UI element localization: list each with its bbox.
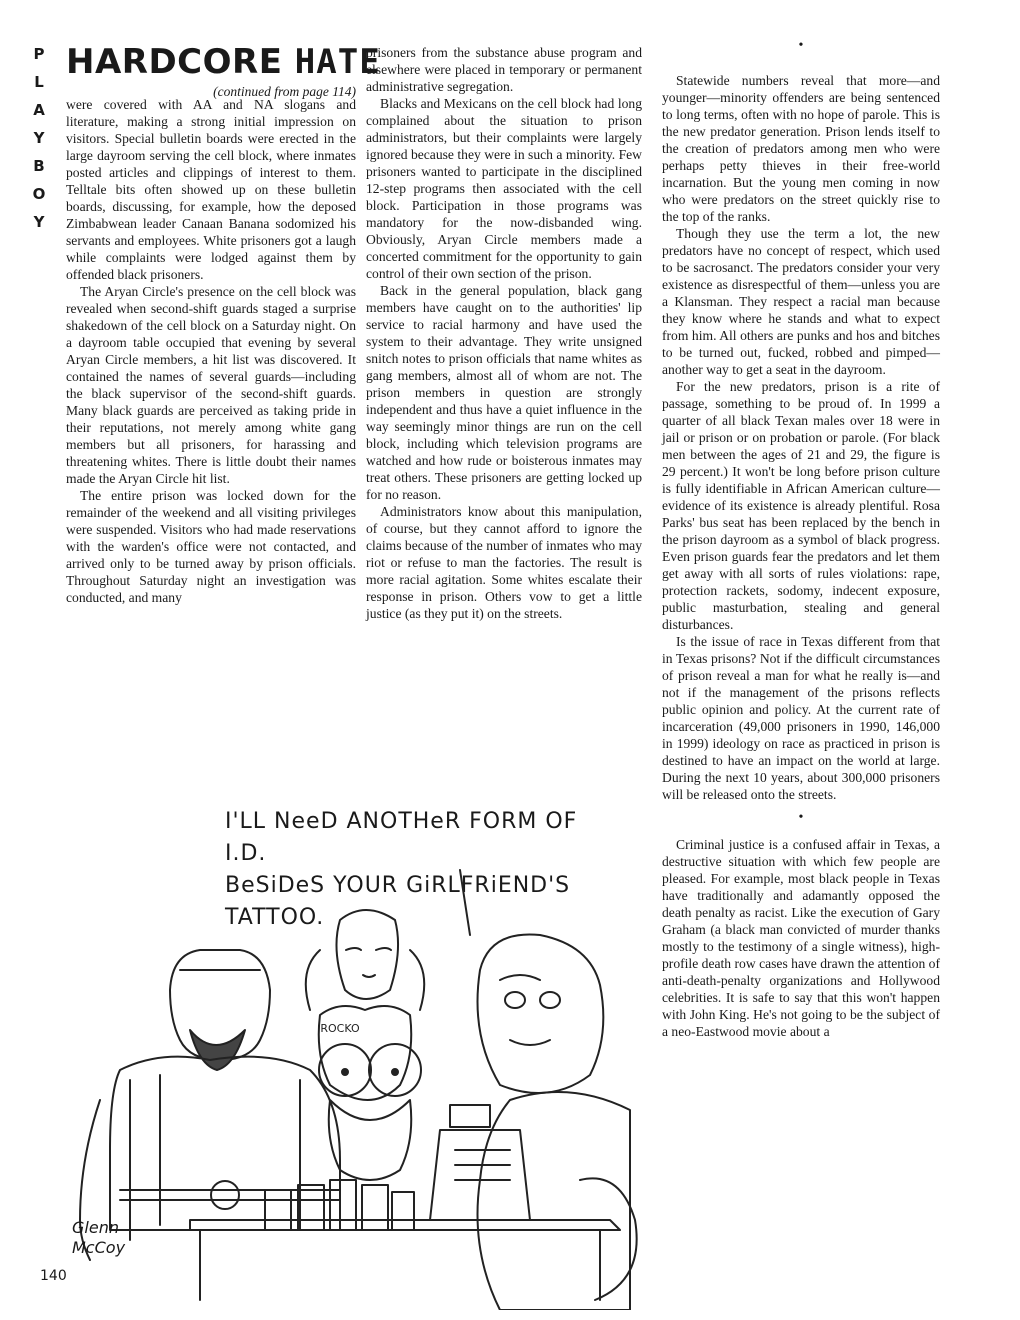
brand-letter: O bbox=[32, 185, 46, 203]
column-2 bbox=[366, 44, 642, 622]
paragraph: The entire prison was locked down for the remainder of the weekend and all visiting privileges were suspended. Visitors who had made reservations with the warden's office were not contacted, and arrived only to be turned away by prison officials. Throughout Saturday night an investigation was conducted, and many bbox=[66, 488, 356, 605]
cartoon-illustration bbox=[40, 800, 640, 1310]
tattoo-label: ROCKO bbox=[320, 1022, 360, 1035]
signature-line: McCoy bbox=[72, 1238, 126, 1257]
cartoonist-signature bbox=[72, 1218, 125, 1258]
continued-note: (continued from page 114) bbox=[213, 84, 356, 99]
page-number: 140 bbox=[40, 1268, 67, 1284]
section-bullet: • bbox=[798, 810, 804, 825]
brand-letter: B bbox=[33, 157, 45, 175]
headline bbox=[66, 42, 381, 82]
paragraph: For the new predators, prison is a rite of passage, something to be proud of. In 1999 a quarter of all black Texan males over 18 were in jail or prison or on probation or parole. (For black men between the ages of 21 and 29, the figure is 29 percent.) It won't be long before prison culture is fully identifiable in African American culture—evidence of its existence is already plentiful. Rosa Parks' bus seat has been replaced by the bench in the prison dayroom as a symbol of black progress. Even prison guards fear the predators and let them get away with all sorts of rules violations: rape, protection rackets, sodomy, indecent exposure, public masturbation, stealing and general disturbances. bbox=[662, 379, 940, 632]
brand-letter: Y bbox=[33, 129, 45, 147]
article-header bbox=[66, 42, 381, 100]
column-1 bbox=[66, 96, 356, 606]
paragraph: Is the issue of race in Texas different from that in Texas prisons? Not if the difficult circumstances of prison reveal a man for what he really is—and not if the management of the prisons reflects public opinion and policy. At the current rate of incarceration (49,000 prisoners in 1990, 146,000 in 1999) ideology on race as practiced in prison is destined to have an impact on the world at large. During the next 10 years, about 300,000 prisoners will be released onto the streets. bbox=[662, 634, 940, 802]
section-bullet: • bbox=[798, 38, 804, 53]
paragraph: were covered with AA and NA slogans and literature, making a strong initial impression on visitors. Special bulletin boards were erected in the large dayroom serving the cell block, where inmates posted articles and clippings of interest to them. Telltale bits often showed up on these bulletin boards, discussing, for example, how the deposed Zimbabwean leader Canaan Banana sodomized his servants and employees. White prisoners got a laugh while complaints were lodged against them by offended black prisoners. bbox=[66, 97, 356, 282]
headline-word: HARDCORE bbox=[66, 42, 283, 82]
brand-letter: Y bbox=[33, 213, 45, 231]
paragraph: Back in the general population, black gang members have caught on to the authorities' lip service to racial harmony and have used the system to their advantage. They write unsigned snitch notes to prison officials that name whites as gang members, almost all of whom are not. The prison members in question are strongly independent and thus have a quiet influence in the way seemingly minor things are run on the cell block, including which television programs are watched and how rude or boisterous inmates may treat others. These prisoners are getting locked up for no reason. bbox=[366, 283, 642, 502]
paragraph: Blacks and Mexicans on the cell block had long complained about the situation to prison administrators, but their complaints were largely ignored because they were in such a minority. Few prisoners wanted to participate in the disciplined 12-step programs then associated with the cell block. Participation in those programs was mandatory for the now-disbanded wing. Obviously, Aryan Circle members made a concerted commitment for the opportunity to gain control of their own section of the prison. bbox=[366, 96, 642, 281]
headline-word: HATE bbox=[294, 42, 381, 82]
paragraph: The Aryan Circle's presence on the cell block was revealed when second-shift guards staged a surprise shakedown of the cell block on a Saturday night. On a dayroom table occupied that evening by several Aryan Circle members, a hit list was discovered. It contained the names of several guards—including the black supervisor of the second-shift guards. Many black guards are perceived as taking pride in their reputations, not merely among white gang members but all prisoners, for harassing and threatening whites. There is little doubt their names made the Aryan Circle hit list. bbox=[66, 284, 356, 486]
brand-letter: L bbox=[34, 73, 44, 91]
paragraph: prisoners from the substance abuse program and elsewhere were placed in temporary or permanent administrative segregation. bbox=[366, 45, 642, 94]
caption-line: I'LL NeeD ANOTHeR FORM OF I.D. bbox=[225, 809, 578, 866]
signature-line: Glenn bbox=[72, 1218, 119, 1237]
column-3 bbox=[662, 72, 940, 1040]
paragraph: Though they use the term a lot, the new predators have no concept of respect, which used to be sacrosanct. The predators consider your very existence as disrespectful of them—unless you are a Klansman. They respect a racial man because they know where he stands and what to expect from him. All others are punks and hos and bitches to be turned out, fucked, robbed and pimped—another way to get a seat in the dayroom. bbox=[662, 226, 940, 377]
paragraph: Criminal justice is a confused affair in Texas, a destructive situation with which few people are pleased. For example, most black people in Texas have traditionally and adamantly opposed the death penalty as racist. Like the execution of Gary Graham (a black man convicted of murder thanks mostly to the testimony of a single witness), high-profile death row cases have drawn the attention of anti-death-penalty organizations and Hollywood celebrities. It is safe to say that this won't happen with John King. He's not going to be the subject of a neo-Eastwood movie about a bbox=[662, 837, 940, 1039]
playboy-vertical-brand bbox=[26, 40, 52, 236]
brand-letter: A bbox=[33, 101, 45, 119]
paragraph: Administrators know about this manipulation, of course, but they cannot afford to ignore the claims because of the number of inmates who may riot or refuse to man the factories. The result is more racial agitation. Some whites escalate their response in prison. Others vow to get a little justice (as they put it) on the streets. bbox=[366, 504, 642, 621]
caption-line: BeSiDeS YOUR GiRLFRiEND'S TATTOO. bbox=[225, 873, 571, 930]
brand-letter: P bbox=[33, 45, 45, 63]
paragraph: Statewide numbers reveal that more—and younger—minority offenders are being sentenced to long terms, often with no hope of parole. This is the new predator generation. Prison lends itself to the creation of predators among men who were perhaps petty thieves in their free-world incarnation. But the young men coming in now who were predators on the street quickly rise to the top of the ranks. bbox=[662, 73, 940, 224]
